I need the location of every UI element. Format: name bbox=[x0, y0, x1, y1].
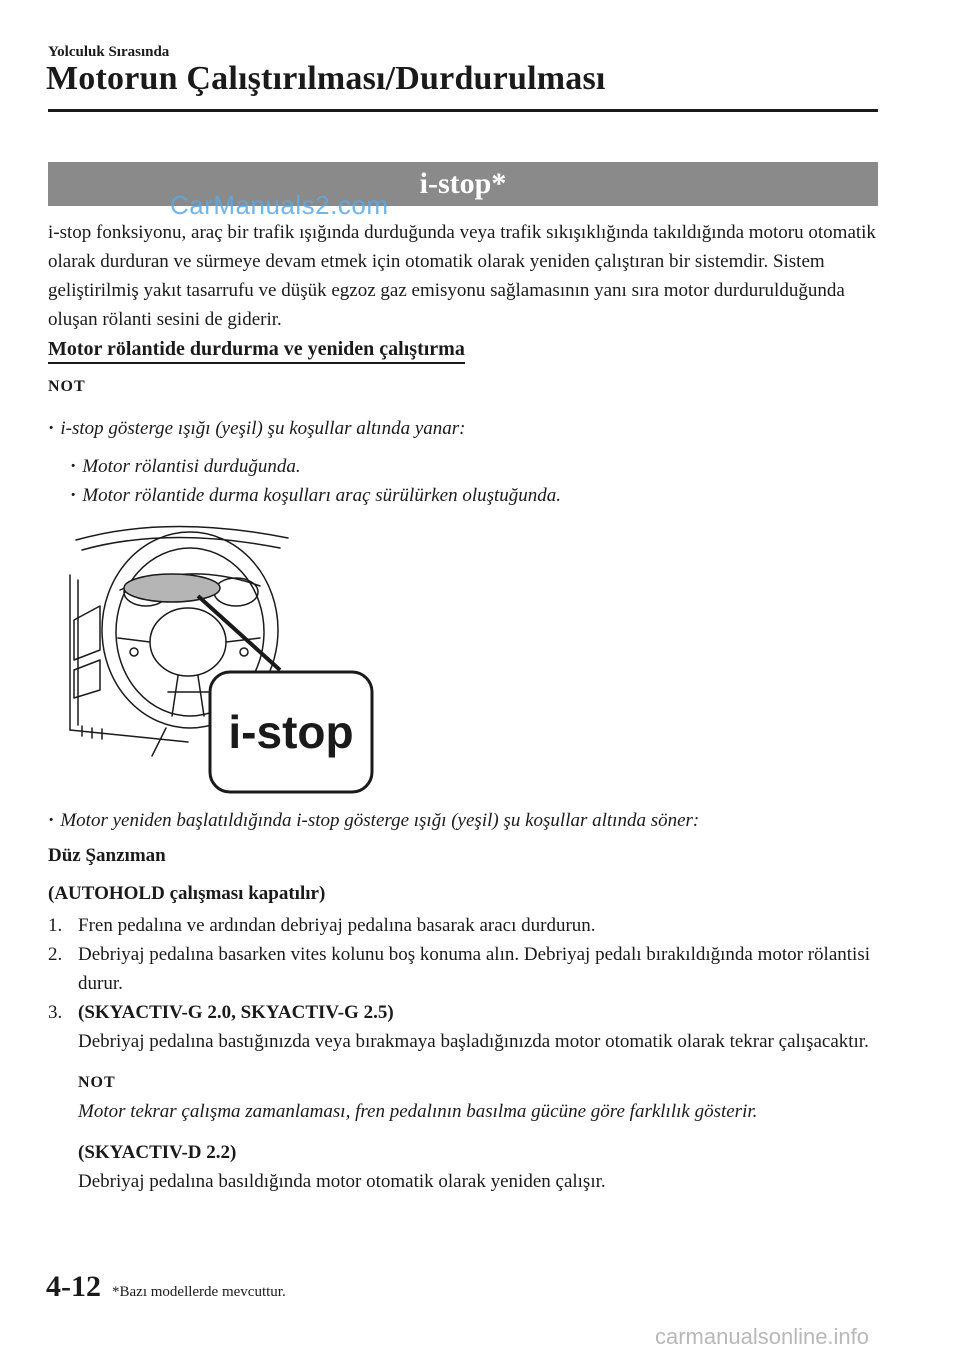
step-2 bbox=[48, 940, 878, 998]
intro-paragraph: i-stop fonksiyonu, araç bir trafik ışığında durduğunda veya trafik sıkışıklığında takıldığında motoru otomatik olarak durduran ve sürmeye devam etmek için otomatik olarak yeniden çalıştıran bir sistemdir. Sistem geliştirilmiş yakıt tasarrufu ve düşük egzoz gaz emisyonu sağlamasının yanı sıra motor durdurulduğunda oluşan rölanti sesini de giderir. bbox=[48, 222, 876, 330]
step-text-2: Debriyaj pedalına basıldığında motor otomatik olarak yeniden çalışır. bbox=[78, 1171, 606, 1192]
step-note-text: Motor tekrar çalışma zamanlaması, fren pedalının basılma gücüne göre farklılık gösterir. bbox=[78, 1101, 758, 1122]
step-text: Fren pedalına ve ardından debriyaj pedalına basarak aracı durdurun. bbox=[78, 915, 596, 936]
steps-list bbox=[48, 911, 878, 1196]
page-title: Motorun Çalıştırılması/Durdurulması bbox=[46, 60, 606, 97]
step-1 bbox=[48, 911, 878, 940]
istop-indicator-label: i-stop bbox=[228, 706, 354, 758]
section-banner: i-stop* bbox=[48, 162, 878, 206]
note-subbullet-2: · Motor rölantide durma koşulları araç sürülürken oluştuğunda. bbox=[70, 481, 561, 510]
step-model-1: (SKYACTIV-G 2.0, SKYACTIV-G 2.5) bbox=[78, 1002, 394, 1023]
step-number: 1. bbox=[48, 915, 63, 936]
watermark-top: CarManuals2.com bbox=[170, 190, 389, 220]
page-number: 4-12 bbox=[46, 1270, 101, 1303]
title-divider bbox=[48, 109, 878, 112]
step-number: 3. bbox=[48, 1002, 63, 1023]
note-bullet: · i-stop gösterge ışığı (yeşil) şu koşullar altında yanar: bbox=[48, 414, 465, 443]
step-note-label: NOT bbox=[78, 1074, 116, 1091]
watermark-bottom: carmanualsonline.info bbox=[655, 1324, 870, 1349]
note-bullet-2: · Motor yeniden başlatıldığında i-stop gösterge ışığı (yeşil) şu koşullar altında söner: bbox=[48, 806, 699, 835]
subsection-heading: Motor rölantide durdurma ve yeniden çalıştırma bbox=[48, 338, 465, 364]
manual-heading: Düz Şanzıman bbox=[48, 845, 166, 866]
step-3 bbox=[48, 998, 878, 1196]
footnote: *Bazı modellerde mevcuttur. bbox=[112, 1284, 286, 1300]
dashboard-illustration bbox=[48, 520, 388, 800]
istop-indicator-highlight bbox=[124, 574, 220, 602]
step-text: Debriyaj pedalına bastığınızda veya bırakmaya başladığınızda motor otomatik olarak tekrar çalışacaktır. bbox=[78, 1031, 869, 1052]
step-text: Debriyaj pedalına basarken vites kolunu boş konuma alın. Debriyaj pedalı bırakıldığında motor rölantisi durur. bbox=[78, 944, 870, 994]
step-number: 2. bbox=[48, 944, 63, 965]
note-label: NOT bbox=[48, 378, 86, 395]
note-subbullet-1: · Motor rölantisi durduğunda. bbox=[70, 452, 301, 481]
manual-subheading: (AUTOHOLD çalışması kapatılır) bbox=[48, 883, 326, 904]
step-model-2: (SKYACTIV-D 2.2) bbox=[78, 1142, 237, 1163]
section-kicker: Yolculuk Sırasında bbox=[48, 44, 170, 60]
